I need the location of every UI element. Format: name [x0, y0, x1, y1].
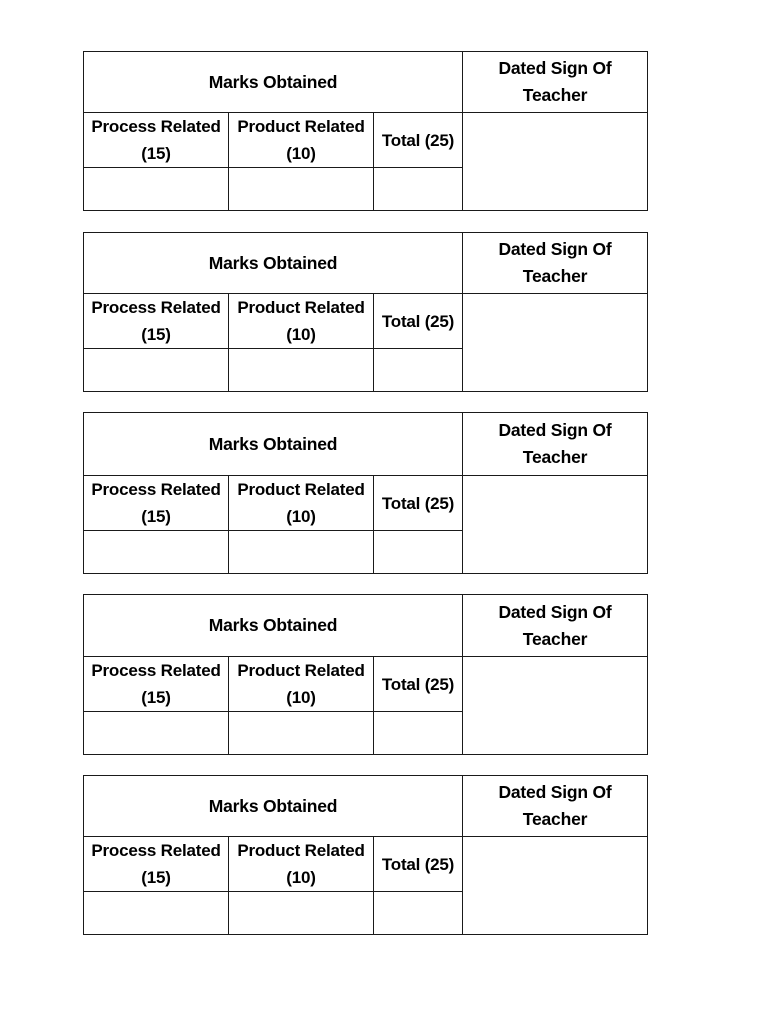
product-marks-field[interactable]	[229, 712, 374, 755]
dated-sign-header	[463, 52, 648, 113]
process-related-header	[84, 476, 229, 531]
marks-table	[83, 594, 648, 755]
product-related-label: Product Related	[237, 117, 365, 136]
dated-sign-label-line2: Teacher	[522, 628, 588, 649]
process-related-label: Process Related	[91, 480, 221, 499]
process-marks-field[interactable]	[84, 712, 229, 755]
process-marks-field[interactable]	[84, 892, 229, 935]
dated-sign-header	[463, 413, 648, 476]
marks-obtained-label: Marks Obtained	[208, 433, 338, 454]
dated-sign-label-line2: Teacher	[522, 447, 588, 467]
total-marks-field[interactable]	[374, 712, 463, 755]
marks-table	[83, 51, 648, 211]
product-marks-field[interactable]	[229, 168, 374, 211]
dated-sign-label-line2: Teacher	[522, 266, 588, 286]
product-related-max: (10)	[286, 688, 316, 707]
product-related-label: Product Related	[237, 298, 365, 317]
total-label: Total (25)	[381, 311, 455, 331]
marks-table	[83, 232, 648, 392]
teacher-sign-field[interactable]	[463, 476, 648, 574]
dated-sign-header	[463, 776, 648, 837]
dated-sign-label-line1: Dated Sign Of	[498, 239, 612, 259]
process-related-max: (15)	[141, 688, 171, 707]
total-header	[374, 837, 463, 892]
marks-obtained-header	[84, 233, 463, 294]
process-marks-field[interactable]	[84, 349, 229, 392]
total-label: Total (25)	[381, 493, 455, 513]
marks-obtained-header	[84, 776, 463, 837]
product-marks-field[interactable]	[229, 531, 374, 574]
process-related-header	[84, 294, 229, 349]
product-related-header	[229, 476, 374, 531]
process-related-label: Process Related	[91, 298, 221, 317]
process-marks-field[interactable]	[84, 531, 229, 574]
teacher-sign-field[interactable]	[463, 113, 648, 211]
product-related-header	[229, 837, 374, 892]
dated-sign-label-line1: Dated Sign Of	[498, 782, 612, 802]
dated-sign-label-line1: Dated Sign Of	[498, 601, 612, 622]
process-related-header	[84, 113, 229, 168]
total-marks-field[interactable]	[374, 531, 463, 574]
process-marks-field[interactable]	[84, 168, 229, 211]
total-header	[374, 476, 463, 531]
total-header	[374, 294, 463, 349]
process-related-max: (15)	[141, 507, 171, 526]
process-related-max: (15)	[141, 144, 171, 163]
marks-obtained-label: Marks Obtained	[208, 252, 338, 273]
total-marks-field[interactable]	[374, 349, 463, 392]
product-related-max: (10)	[286, 325, 316, 344]
marks-obtained-label: Marks Obtained	[208, 71, 338, 92]
dated-sign-label-line2: Teacher	[522, 809, 588, 829]
total-header	[374, 657, 463, 712]
total-label: Total (25)	[381, 674, 455, 694]
product-related-header	[229, 657, 374, 712]
marks-obtained-header	[84, 595, 463, 657]
dated-sign-header	[463, 233, 648, 294]
product-related-header	[229, 113, 374, 168]
teacher-sign-field[interactable]	[463, 837, 648, 935]
dated-sign-label-line2: Teacher	[522, 85, 588, 105]
product-related-max: (10)	[286, 507, 316, 526]
total-label: Total (25)	[381, 130, 455, 150]
process-related-label: Process Related	[91, 841, 221, 860]
dated-sign-header	[463, 595, 648, 657]
marks-obtained-header	[84, 52, 463, 113]
total-label: Total (25)	[381, 854, 455, 874]
marks-table	[83, 412, 648, 574]
teacher-sign-field[interactable]	[463, 294, 648, 392]
marks-obtained-label: Marks Obtained	[208, 615, 338, 635]
product-marks-field[interactable]	[229, 892, 374, 935]
process-related-max: (15)	[141, 325, 171, 344]
product-related-max: (10)	[286, 144, 316, 163]
product-related-label: Product Related	[237, 480, 365, 499]
process-related-label: Process Related	[91, 661, 221, 680]
marks-table	[83, 775, 648, 935]
product-related-label: Product Related	[237, 841, 365, 860]
marks-obtained-label: Marks Obtained	[208, 795, 338, 816]
total-marks-field[interactable]	[374, 168, 463, 211]
product-related-header	[229, 294, 374, 349]
process-related-max: (15)	[141, 868, 171, 887]
product-marks-field[interactable]	[229, 349, 374, 392]
process-related-header	[84, 837, 229, 892]
total-marks-field[interactable]	[374, 892, 463, 935]
dated-sign-label-line1: Dated Sign Of	[498, 58, 612, 78]
product-related-max: (10)	[286, 868, 316, 887]
process-related-label: Process Related	[91, 117, 221, 136]
marks-obtained-header	[84, 413, 463, 476]
total-header	[374, 113, 463, 168]
teacher-sign-field[interactable]	[463, 657, 648, 755]
process-related-header	[84, 657, 229, 712]
dated-sign-label-line1: Dated Sign Of	[498, 420, 612, 440]
product-related-label: Product Related	[237, 661, 365, 680]
